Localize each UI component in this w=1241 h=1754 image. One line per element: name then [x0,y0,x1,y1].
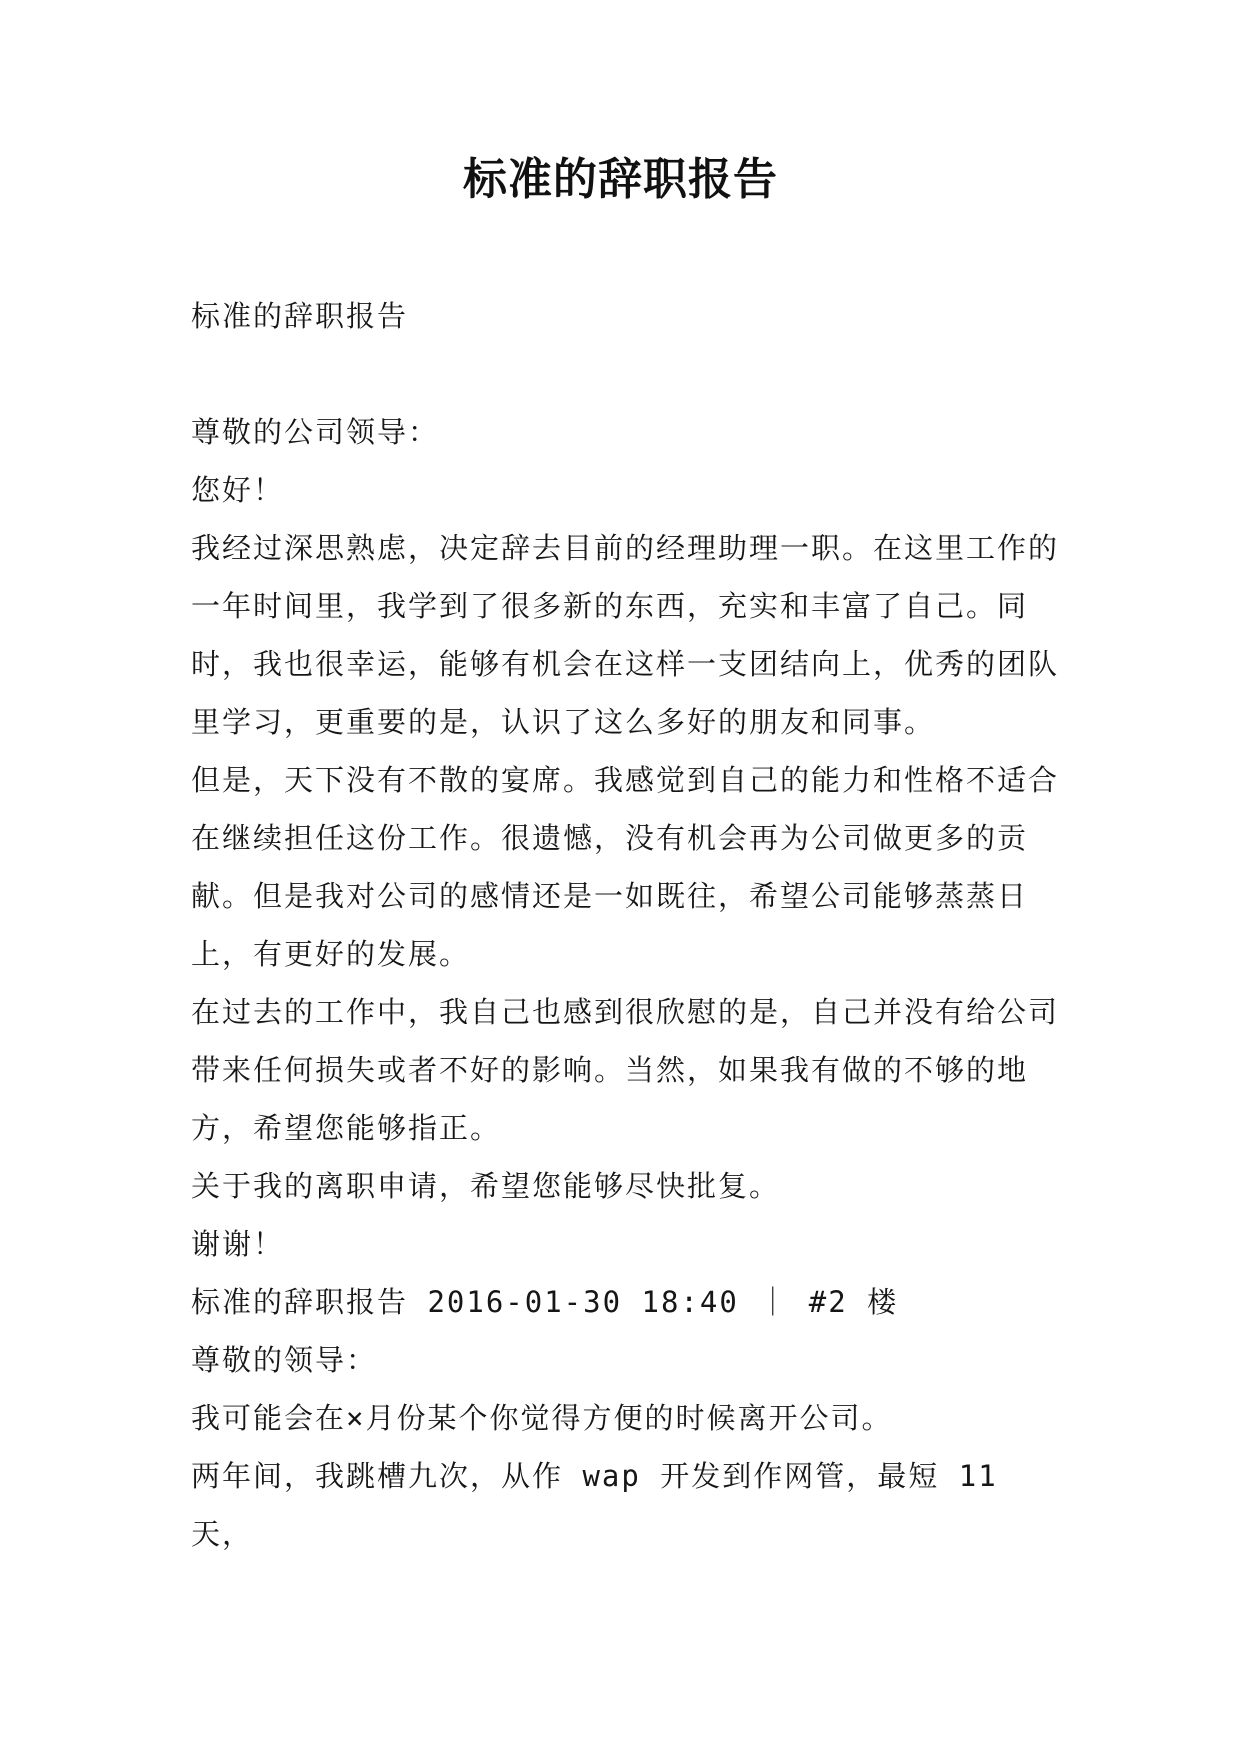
page-title: 标准的辞职报告 [463,154,778,205]
paragraph-request: 关于我的离职申请，希望您能够尽快批复。 [191,1169,781,1203]
paragraph-leave-date: 我可能会在×月份某个你觉得方便的时候离开公司。 [191,1401,893,1435]
paragraph-decision: 我经过深思熟虑，决定辞去目前的经理助理一职。在这里工作的一年时间里，我学到了很多新的东西，充实和丰富了自己。同时，我也很幸运，能够有机会在这样一支团结向上，优秀的团队里学习，更重要的是，认识了这么多好的朋友和同事。 [191,531,1060,739]
document-body [191,403,1071,1563]
greeting: 您好！ [191,473,285,507]
paragraph-job-history: 两年间，我跳槽九次，从作 wap 开发到作网管，最短 11 天， [191,1459,998,1551]
thanks: 谢谢！ [191,1227,285,1261]
paragraph-reason: 但是，天下没有不散的宴席。我感觉到自己的能力和性格不适合在继续担任这份工作。很遗憾，没有机会再为公司做更多的贡献。但是我对公司的感情还是一如既往，希望公司能够蒸蒸日上，有更好的发展。 [191,763,1060,971]
paragraph-reflection: 在过去的工作中，我自己也感到很欣慰的是，自己并没有给公司带来任何损失或者不好的影响。当然，如果我有做的不够的地方，希望您能够指正。 [191,995,1060,1145]
document-subtitle: 标准的辞职报告 [191,299,409,333]
salutation: 尊敬的公司领导： [191,415,440,449]
second-salutation: 尊敬的领导： [191,1343,378,1377]
post-meta: 标准的辞职报告 2016-01-30 18:40 ｜ #2 楼 [191,1285,899,1319]
